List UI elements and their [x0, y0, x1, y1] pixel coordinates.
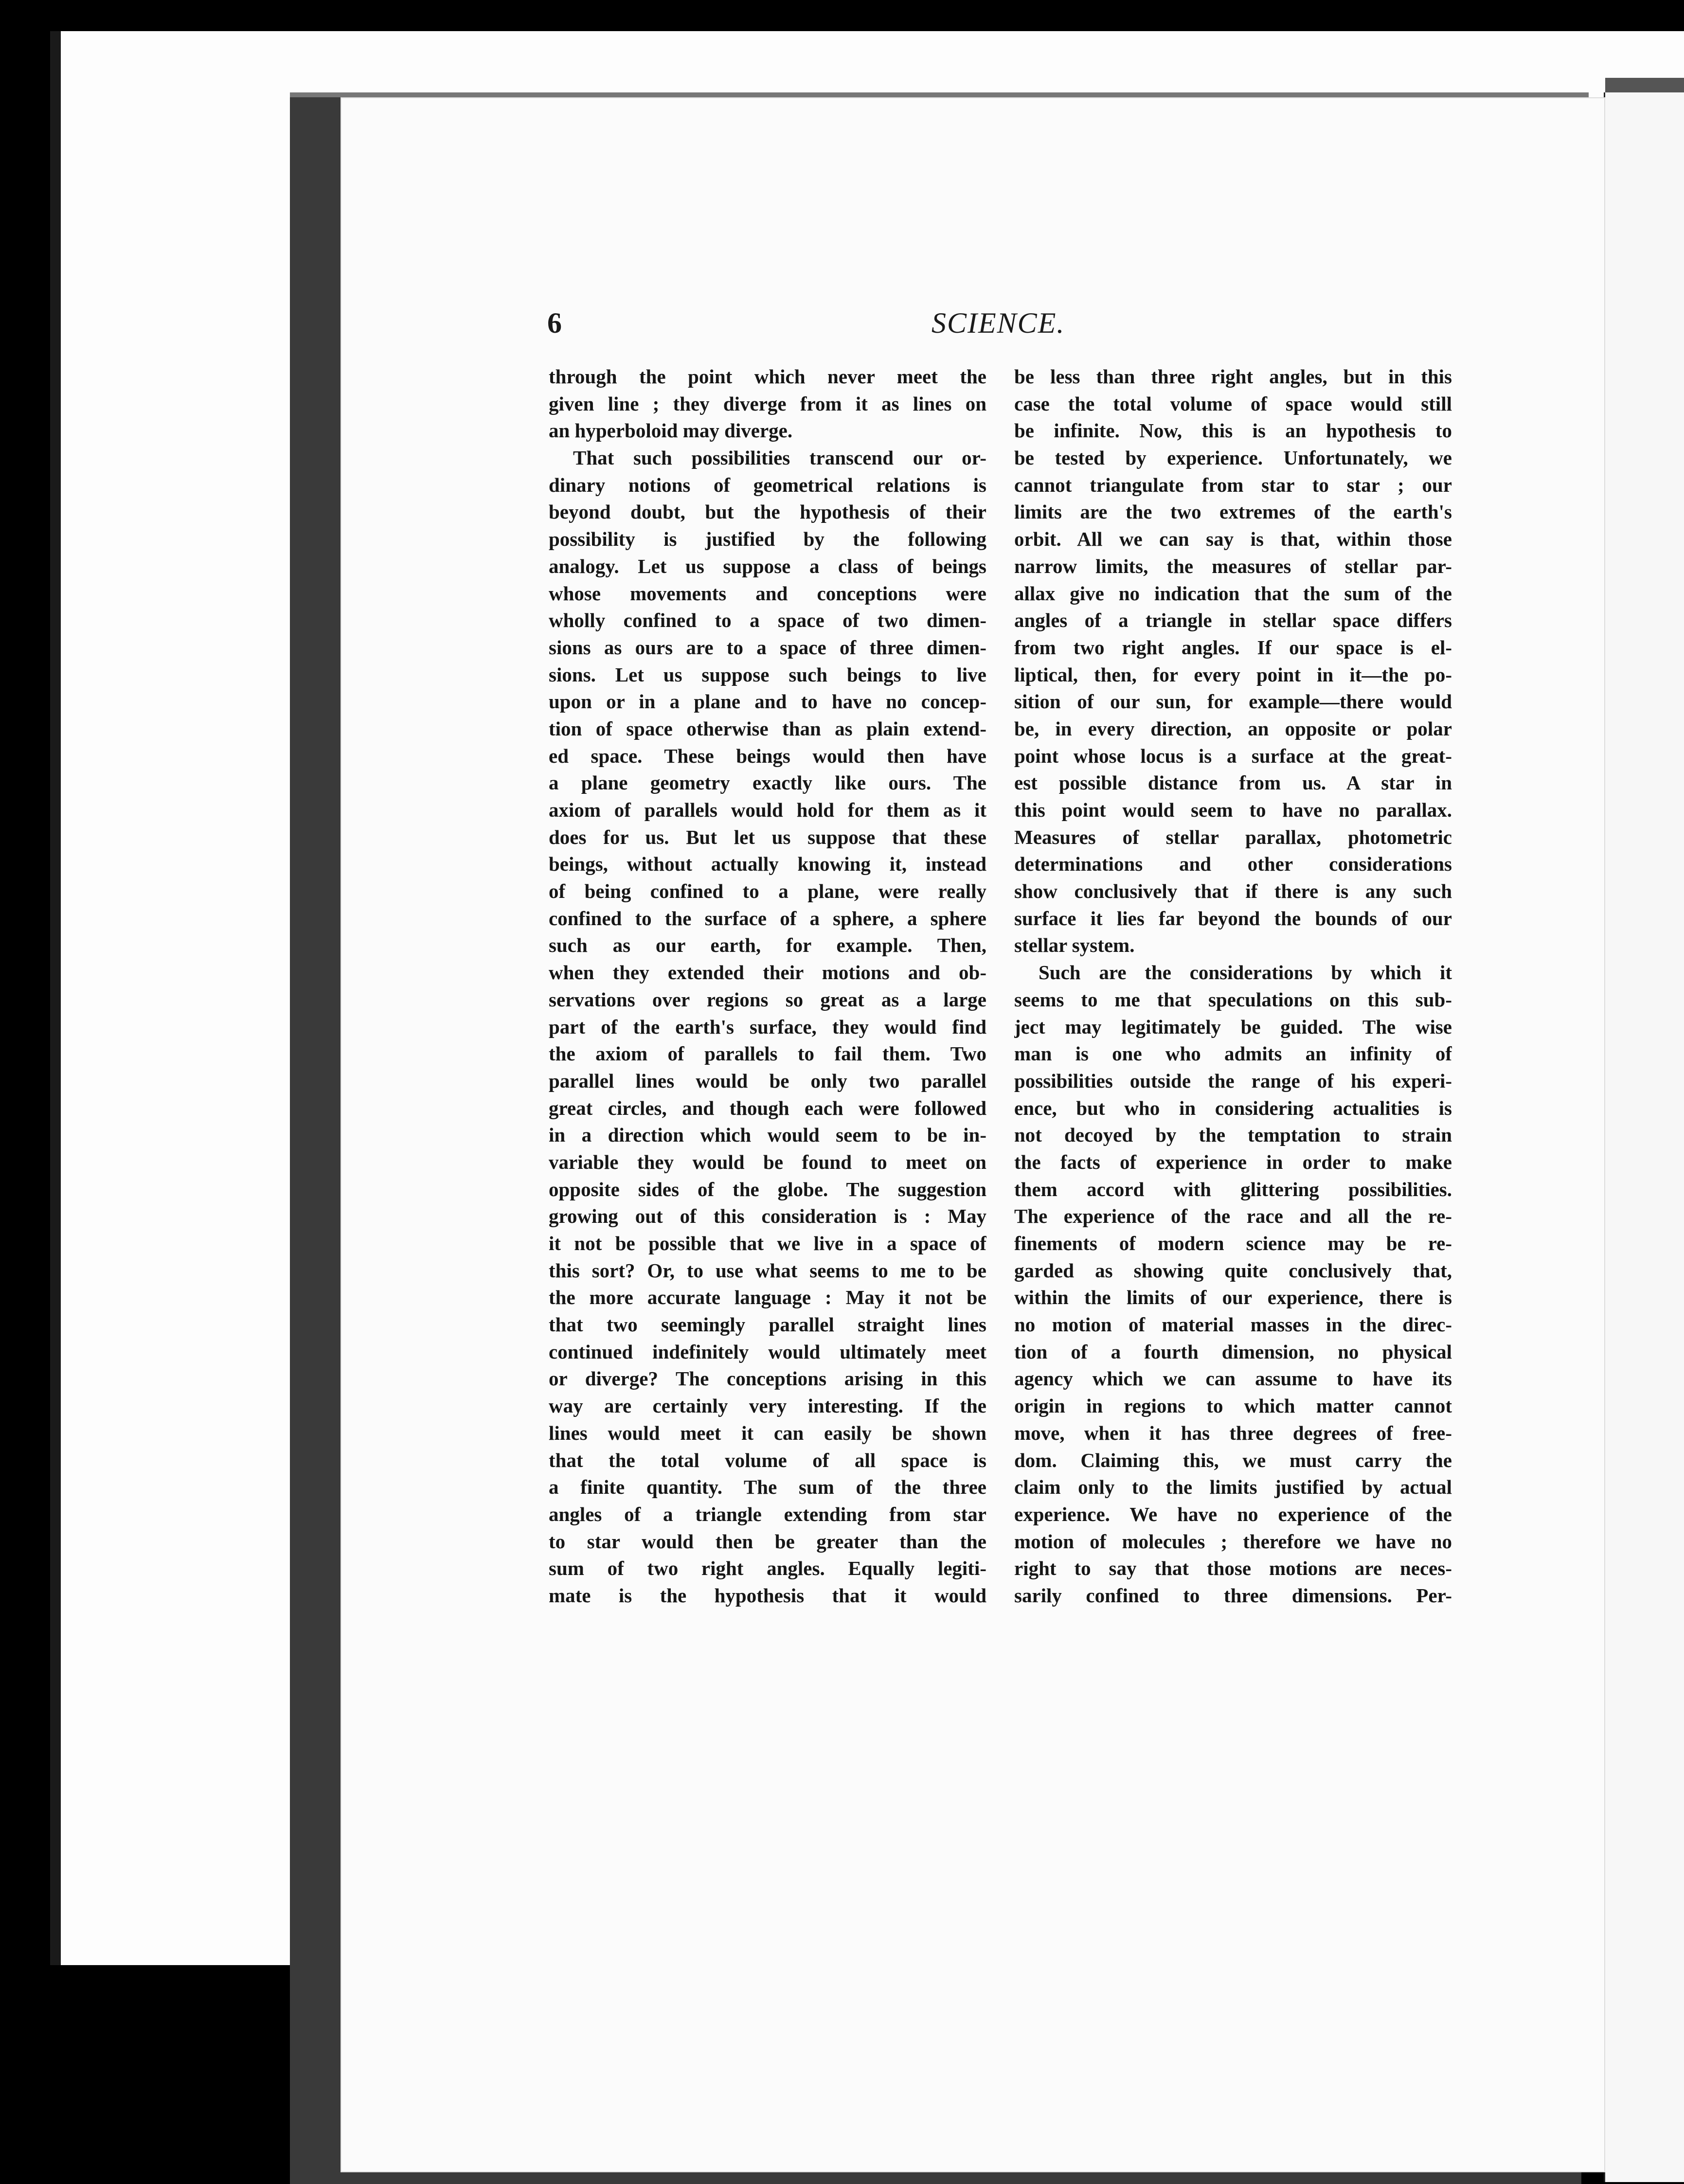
text-line: ence, but who in considering actualities is [1014, 1096, 1452, 1119]
text-line: whose movements and conceptions were [549, 582, 986, 605]
text-line: them accord with glittering possibilities. [1014, 1178, 1452, 1200]
text-line: of being confined to a plane, were really [549, 880, 986, 903]
text-line: variable they would be found to meet on [549, 1150, 986, 1173]
page-number: 6 [547, 307, 562, 339]
text-line: sum of two right angles. Equally legiti- [549, 1557, 986, 1580]
text-line: dom. Claiming this, we must carry the [1014, 1449, 1452, 1471]
text-line: claim only to the limits justified by actual [1014, 1476, 1452, 1499]
text-line: great circles, and though each were followed [549, 1096, 986, 1119]
text-line: be infinite. Now, this is an hypothesis to [1014, 419, 1452, 442]
text-line: be less than three right angles, but in this [1014, 365, 1452, 388]
text-line: cannot triangulate from star to star ; our [1014, 473, 1452, 496]
text-line: sarily confined to three dimensions. Per- [1014, 1584, 1452, 1607]
text-line: growing out of this consideration is : May [549, 1205, 986, 1228]
text-line: wholly confined to a space of two dimen- [549, 609, 986, 632]
text-line: point whose locus is a surface at the great- [1014, 744, 1452, 767]
text-line: in a direction which would seem to be in- [549, 1124, 986, 1146]
text-line: ed space. These beings would then have [549, 744, 986, 767]
text-line: from two right angles. If our space is el- [1014, 636, 1452, 659]
text-line: the more accurate language : May it not be [549, 1286, 986, 1309]
text-line: it not be possible that we live in a space of [549, 1232, 986, 1254]
sheet-left-edge [50, 31, 61, 1965]
text-line: part of the earth's surface, they would find [549, 1015, 986, 1038]
text-line: garded as showing quite conclusively that, [1014, 1259, 1452, 1282]
text-line: move, when it has three degrees of free- [1014, 1421, 1452, 1444]
text-line: given line ; they diverge from it as lines on [549, 392, 986, 415]
text-line: sions. Let us suppose such beings to live [549, 663, 986, 686]
facing-page-top-edge [1605, 78, 1684, 92]
text-line: experience. We have no experience of the [1014, 1503, 1452, 1525]
text-line: within the limits of our experience, there is [1014, 1286, 1452, 1309]
text-line: confined to the surface of a sphere, a sphere [549, 907, 986, 930]
text-line: analogy. Let us suppose a class of beings [549, 555, 986, 577]
facing-page-edge [1604, 92, 1684, 2182]
text-line: mate is the hypothesis that it would [549, 1584, 986, 1607]
text-line: to star would then be greater than the [549, 1530, 986, 1553]
text-line: agency which we can assume to have its [1014, 1367, 1452, 1390]
text-line: tion of a fourth dimension, no physical [1014, 1340, 1452, 1363]
text-line: Measures of stellar parallax, photometric [1014, 825, 1452, 848]
text-line: such as our earth, for example. Then, [549, 934, 986, 957]
left-text-column [549, 363, 986, 1610]
text-line: sions as ours are to a space of three dimen- [549, 636, 986, 659]
text-line: beyond doubt, but the hypothesis of their [549, 501, 986, 523]
text-line: no motion of material masses in the direc- [1014, 1313, 1452, 1336]
text-line: possibility is justified by the following [549, 528, 986, 551]
text-line: limits are the two extremes of the earth's [1014, 501, 1452, 523]
text-line: origin in regions to which matter cannot [1014, 1395, 1452, 1417]
text-line: way are certainly very interesting. If the [549, 1395, 986, 1417]
text-line: determinations and other considerations [1014, 853, 1452, 876]
text-line: angles of a triangle extending from star [549, 1503, 986, 1525]
text-line: or diverge? The conceptions arising in this [549, 1367, 986, 1390]
text-line: allax give no indication that the sum of the [1014, 582, 1452, 605]
text-line: angles of a triangle in stellar space differs [1014, 609, 1452, 632]
text-line: parallel lines would be only two parallel [549, 1069, 986, 1092]
text-line: orbit. All we can say is that, within those [1014, 528, 1452, 551]
running-head [547, 306, 1450, 345]
text-line: axiom of parallels would hold for them as it [549, 799, 986, 821]
text-line: that the total volume of all space is [549, 1449, 986, 1471]
text-line: not decoyed by the temptation to strain [1014, 1124, 1452, 1146]
text-line: That such possibilities transcend our or- [573, 447, 986, 469]
text-line: man is one who admits an infinity of [1014, 1042, 1452, 1065]
text-line: through the point which never meet the [549, 365, 986, 388]
text-line: upon or in a plane and to have no concep- [549, 690, 986, 713]
text-line: surface it lies far beyond the bounds of our [1014, 907, 1452, 930]
text-line: the facts of experience in order to make [1014, 1150, 1452, 1173]
text-line: this sort? Or, to use what seems to me to be [549, 1259, 986, 1282]
text-line: servations over regions so great as a large [549, 988, 986, 1011]
text-line: a plane geometry exactly like ours. The [549, 771, 986, 794]
text-line: lines would meet it can easily be shown [549, 1421, 986, 1444]
text-line: est possible distance from us. A star in [1014, 771, 1452, 794]
text-line: ject may legitimately be guided. The wise [1014, 1015, 1452, 1038]
text-line: does for us. But let us suppose that these [549, 825, 986, 848]
text-line: continued indefinitely would ultimately meet [549, 1340, 986, 1363]
text-line: be tested by experience. Unfortunately, we [1014, 447, 1452, 469]
right-text-column [1014, 363, 1452, 1610]
text-line: be, in every direction, an opposite or polar [1014, 717, 1452, 740]
text-line: tion of space otherwise than as plain extend- [549, 717, 986, 740]
text-line: when they extended their motions and ob- [549, 961, 986, 984]
text-line: an hyperboloid may diverge. [549, 419, 793, 442]
text-line: a finite quantity. The sum of the three [549, 1476, 986, 1499]
text-line: seems to me that speculations on this sub- [1014, 988, 1452, 1011]
text-line: motion of molecules ; therefore we have no [1014, 1530, 1452, 1553]
text-line: liptical, then, for every point in it—the po- [1014, 663, 1452, 686]
text-line: show conclusively that if there is any such [1014, 880, 1452, 903]
text-line: case the total volume of space would still [1014, 392, 1452, 415]
text-line: that two seemingly parallel straight lines [549, 1313, 986, 1336]
text-line: The experience of the race and all the re- [1014, 1205, 1452, 1228]
text-line: right to say that those motions are neces- [1014, 1557, 1452, 1580]
text-line: sition of our sun, for example—there would [1014, 690, 1452, 713]
text-line: finements of modern science may be re- [1014, 1232, 1452, 1254]
text-line: narrow limits, the measures of stellar par- [1014, 555, 1452, 577]
text-line: the axiom of parallels to fail them. Two [549, 1042, 986, 1065]
text-line: opposite sides of the globe. The suggestion [549, 1178, 986, 1200]
text-line: Such are the considerations by which it [1039, 961, 1452, 984]
text-line: beings, without actually knowing it, instead [549, 853, 986, 876]
text-line: dinary notions of geometrical relations is [549, 473, 986, 496]
text-line: possibilities outside the range of his experi- [1014, 1069, 1452, 1092]
text-line: this point would seem to have no parallax. [1014, 799, 1452, 821]
journal-title: SCIENCE. [932, 307, 1065, 339]
text-line: stellar system. [1014, 934, 1135, 957]
